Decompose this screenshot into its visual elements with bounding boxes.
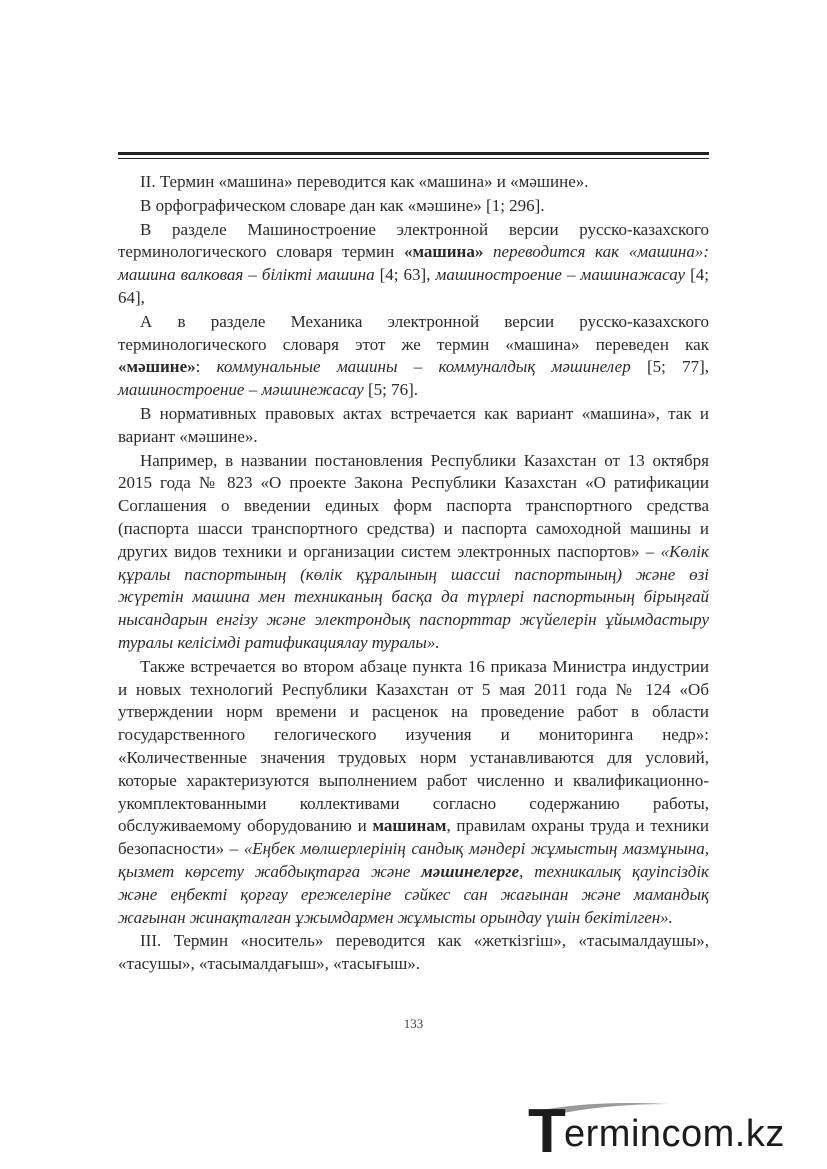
page-number: 133 (403, 1016, 424, 1031)
header-rule-thick (118, 152, 709, 155)
text-run: Также встречается во втором абзаце пункта 16 приказа Министра индустрии и новых технологий Республики Казахстан от 5 мая 2011 года № 124 «Об утверждении норм времени и расценок на проведение работ в области государственного гелогического изучения и мониторинга недр»: «Количественные значения трудовых норм устанавливаются для условий, которые характеризуются выполнением работ численно и квалификационно-укомплектованными коллективами согласно содержанию работы, обслуживаемому оборудованию и (118, 656, 709, 836)
paragraph (118, 219, 709, 310)
logo-initial: T (528, 1097, 566, 1166)
text-run: В орфографическом словаре дан как «мәшине» [1; 296]. (140, 195, 545, 215)
text-run: , техникалық қауіпсіздік және еңбекті қорғау ережелеріне сәйкес сан жағынан және мамандық жағынан жинақталған ұжымдармен жұмысты орындау үшін бекітілген». (118, 861, 709, 927)
text-run: : (195, 357, 217, 377)
text-run: В нормативных правовых актах встречается как вариант «машина», так и вариант «мәшине». (118, 403, 709, 446)
text-run: В разделе Машиностроение электронной версии русско-казахского терминологического словаря термин (118, 219, 709, 262)
text-run: [5; 76]. (363, 380, 419, 400)
text-run: Например, в названии постановления Республики Казахстан от 13 октября 2015 года № 823 «О проекте Закона Республики Казахстан «О ратификации Соглашения о введении единых форм паспорта транспортного средства (паспорта шасси транспортного средства) и паспорта самоходной машины и других видов техники и организации систем электронных паспортов» – (118, 450, 709, 561)
text-run: А в разделе Механика электронной версии русско-казахского терминологического словаря этот же термин «машина» переведен как (118, 311, 709, 354)
text-run: «мәшине» (118, 357, 196, 377)
text-run: мәшинелерге (421, 861, 520, 881)
document-body (118, 171, 709, 976)
paragraph (118, 311, 709, 402)
paragraph (118, 930, 709, 976)
text-run: переводится как «машина»: машина валковая – білікті машина (118, 242, 709, 285)
paragraph (118, 656, 709, 930)
paragraph (118, 195, 709, 218)
text-run: «Еңбек мөлшерлерінің сандық мәндері жұмыстың мазмұнына, қызмет көрсету жабдықтарға және (118, 839, 709, 881)
text-run: II. Термин «машина» переводится как «машина» и «мәшине». (140, 172, 589, 191)
logo-text: ermincom.kz (564, 1113, 785, 1155)
text-run: коммунальные машины – коммуналдық мәшинелер (216, 357, 631, 377)
text-run: «машина» (403, 242, 484, 262)
paragraph (118, 171, 709, 194)
text-run: машиностроение – мәшинежасау (118, 380, 364, 400)
text-run: [5; 77], (630, 357, 709, 377)
text-run: машинам (372, 816, 447, 836)
text-run: III. Термин «носитель» переводится как «жеткізгіш», «тасымалдаушы», «тасушы», «тасымалдағыш», «тасығыш». (118, 931, 709, 974)
text-run: [4; 64], (118, 265, 710, 307)
paragraph (118, 450, 709, 655)
header-rule-thin (118, 158, 709, 159)
text-run: «Көлік құралы паспортының (көлік құралының шассиі паспортының) және өзі жүретін машина мен техниканың басқа да түрлері паспортының бірыңғай нысандарын енгізу және электрондық паспорттар жүйелерін ұйымдастыру туралы келісімді ратификациялау туралы». (118, 541, 709, 652)
text-run: машиностроение – машинажасау (435, 265, 686, 285)
text-run: , правилам охраны труда и техники безопасности» – (118, 816, 709, 859)
terimincom-logo[interactable] (528, 1097, 818, 1166)
text-run: [4; 63], (374, 265, 436, 285)
paragraph (118, 403, 709, 449)
